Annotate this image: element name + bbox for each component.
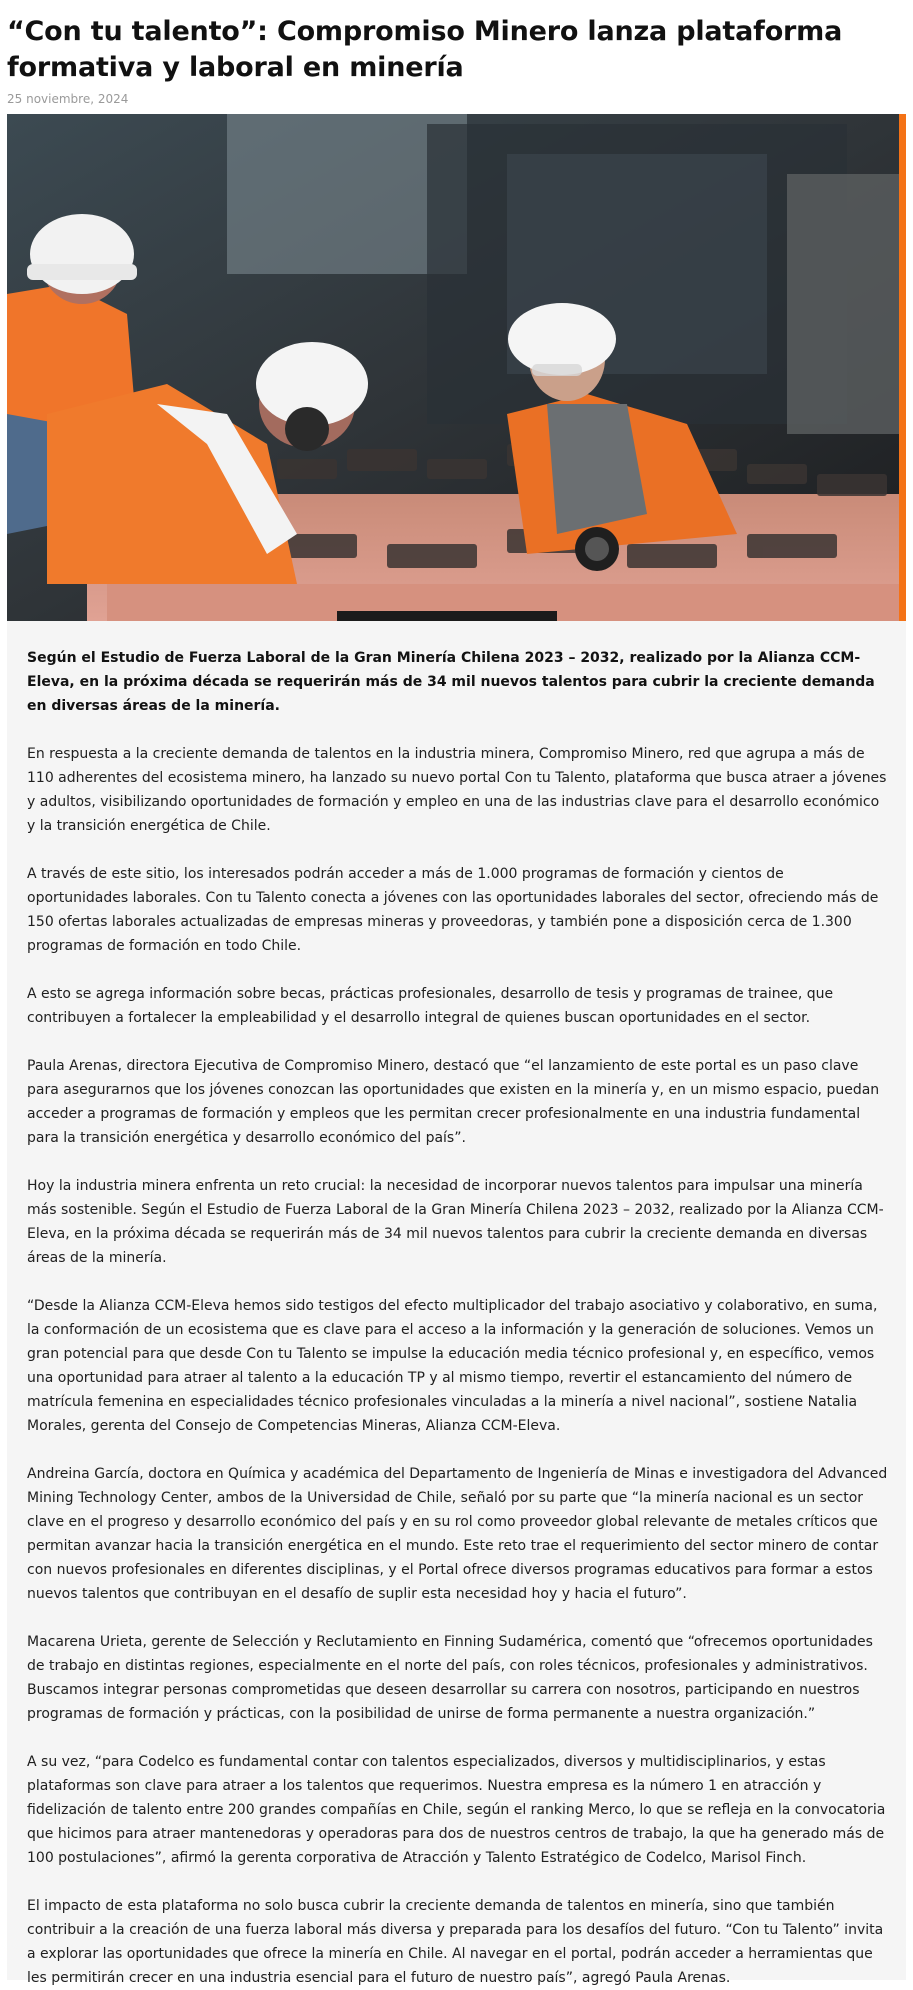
paragraph: Paula Arenas, directora Ejecutiva de Compromiso Minero, destacó que “el lanzamiento de este portal es un paso clave para asegurarnos que los jóvenes conozcan las oportunidades que existen en la minería y, en un mismo espacio, puedan acceder a programas de formación y empleos que les permitan crecer profesionalmente en una industria fundamental para la transición energética y desarrollo económico del país”.: [27, 1058, 880, 1146]
hero-image: [7, 114, 906, 621]
article-header: [7, 14, 897, 106]
mining-workers-photo: [7, 114, 906, 621]
paragraph: A través de este sitio, los interesados podrán acceder a más de 1.000 programas de formación y cientos de oportunidades laborales. Con tu Talento conecta a jóvenes con las oportunidades laborales del sector, ofreciendo más de 150 ofertas laborales actualizadas de empresas mineras y proveedoras, y también pone a disposición cerca de 1.300 programas de formación en todo Chile.: [27, 866, 879, 954]
article-body: [7, 621, 906, 1986]
paragraph: “Desde la Alianza CCM-Eleva hemos sido testigos del efecto multiplicador del trabajo asociativo y colaborativo, en suma, la conformación de un ecosistema que es clave para el acceso a la información y la generación de soluciones. Vemos un gran potencial para que desde Con tu Talento se impulse la educación media técnico profesional y, en específico, vemos una oportunidad para atraer al talento a la educación TP y al mismo tiempo, revertir el estancamiento del número de matrícula femenina en especialidades técnico profesionales vinculadas a la minería a nivel nacional”, sostiene Natalia Morales, gerenta del Consejo de Competencias Mineras, Alianza CCM-Eleva.: [27, 1298, 878, 1434]
paragraph: El impacto de esta plataforma no solo busca cubrir la creciente demanda de talentos en minería, sino que también contribuir a la creación de una fuerza laboral más diversa y preparada para los desafíos del futuro. “Con tu Talento” invita a explorar las oportunidades que ofrece la minería en Chile. Al navegar en el portal, podrán acceder a herramientas que les permitirán crecer en una industria esencial para el futuro de nuestro país”, agregó Paula Arenas.: [27, 1898, 884, 1986]
paragraph: Hoy la industria minera enfrenta un reto crucial: la necesidad de incorporar nuevos talentos para impulsar una minería más sostenible. Según el Estudio de Fuerza Laboral de la Gran Minería Chilena 2023 – 2032, realizado por la Alianza CCM- Eleva, en la próxima década se requerirán más de 34 mil nuevos talentos para cubrir la creciente demanda en diversas áreas de la minería.: [27, 1178, 884, 1266]
paragraph: Macarena Urieta, gerente de Selección y Reclutamiento en Finning Sudamérica, comentó que “ofrecemos oportunidades de trabajo en distintas regiones, especialmente en el norte del país, con roles técnicos, profesionales y administrativos. Buscamos integrar personas comprometidas que deseen desarrollar su carrera con nosotros, participando en nuestros programas de formación y prácticas, con la posibilidad de unirse de forma permanente a nuestra organización.”: [27, 1634, 873, 1722]
paragraph: A su vez, “para Codelco es fundamental contar con talentos especializados, diversos y multidisciplinarios, y estas plataformas son clave para atraer a los talentos que requerimos. Nuestra empresa es la número 1 en atracción y fidelización de talento entre 200 grandes compañías en Chile, según el ranking Merco, lo que se refleja en la convocatoria que hicimos para atraer mantenedoras y operadoras para dos de nuestros centros de trabajo, la que ha generado más de 100 postulaciones”, afirmó la gerenta corporativa de Atracción y Talento Estratégico de Codelco, Marisol Finch.: [27, 1754, 886, 1866]
page-title: “Con tu talento”: Compromiso Minero lanza plataforma formativa y laboral en minería: [7, 16, 843, 83]
accent-edge: [899, 114, 906, 621]
paragraph: En respuesta a la creciente demanda de talentos en la industria minera, Compromiso Minero, red que agrupa a más de 110 adherentes del ecosistema minero, ha lanzado su nuevo portal Con tu Talento, plataforma que busca atraer a jóvenes y adultos, visibilizando oportunidades de formación y empleo en una de las industrias clave para el desarrollo económico y la transición energética de Chile.: [27, 746, 887, 834]
publish-date: 25 noviembre, 2024: [7, 92, 129, 106]
lead-paragraph: Según el Estudio de Fuerza Laboral de la Gran Minería Chilena 2023 – 2032, realizado por la Alianza CCM- Eleva, en la próxima década se requerirán más de 34 mil nuevos talentos para cubrir la creciente demanda en diversas áreas de la minería.: [27, 650, 875, 714]
paragraph: Andreina García, doctora en Química y académica del Departamento de Ingeniería de Minas e investigadora del Advanced Mining Technology Center, ambos de la Universidad de Chile, señaló por su parte que “la minería nacional es un sector clave en el progreso y desarrollo económico del país y en su rol como proveedor global relevante de metales críticos que permitan avanzar hacia la transición energética en el mundo. Este reto trae el requerimiento del sector minero de contar con nuevos profesionales en diferentes disciplinas, y el Portal ofrece diversos programas educativos para formar a estos nuevos talentos que contribuyan en el desafío de suplir esta necesidad hoy y hacia el futuro”.: [27, 1466, 888, 1602]
paragraph: A esto se agrega información sobre becas, prácticas profesionales, desarrollo de tesis y programas de trainee, que contribuyen a fortalecer la empleabilidad y el desarrollo integral de quienes buscan oportunidades en el sector.: [27, 986, 834, 1026]
